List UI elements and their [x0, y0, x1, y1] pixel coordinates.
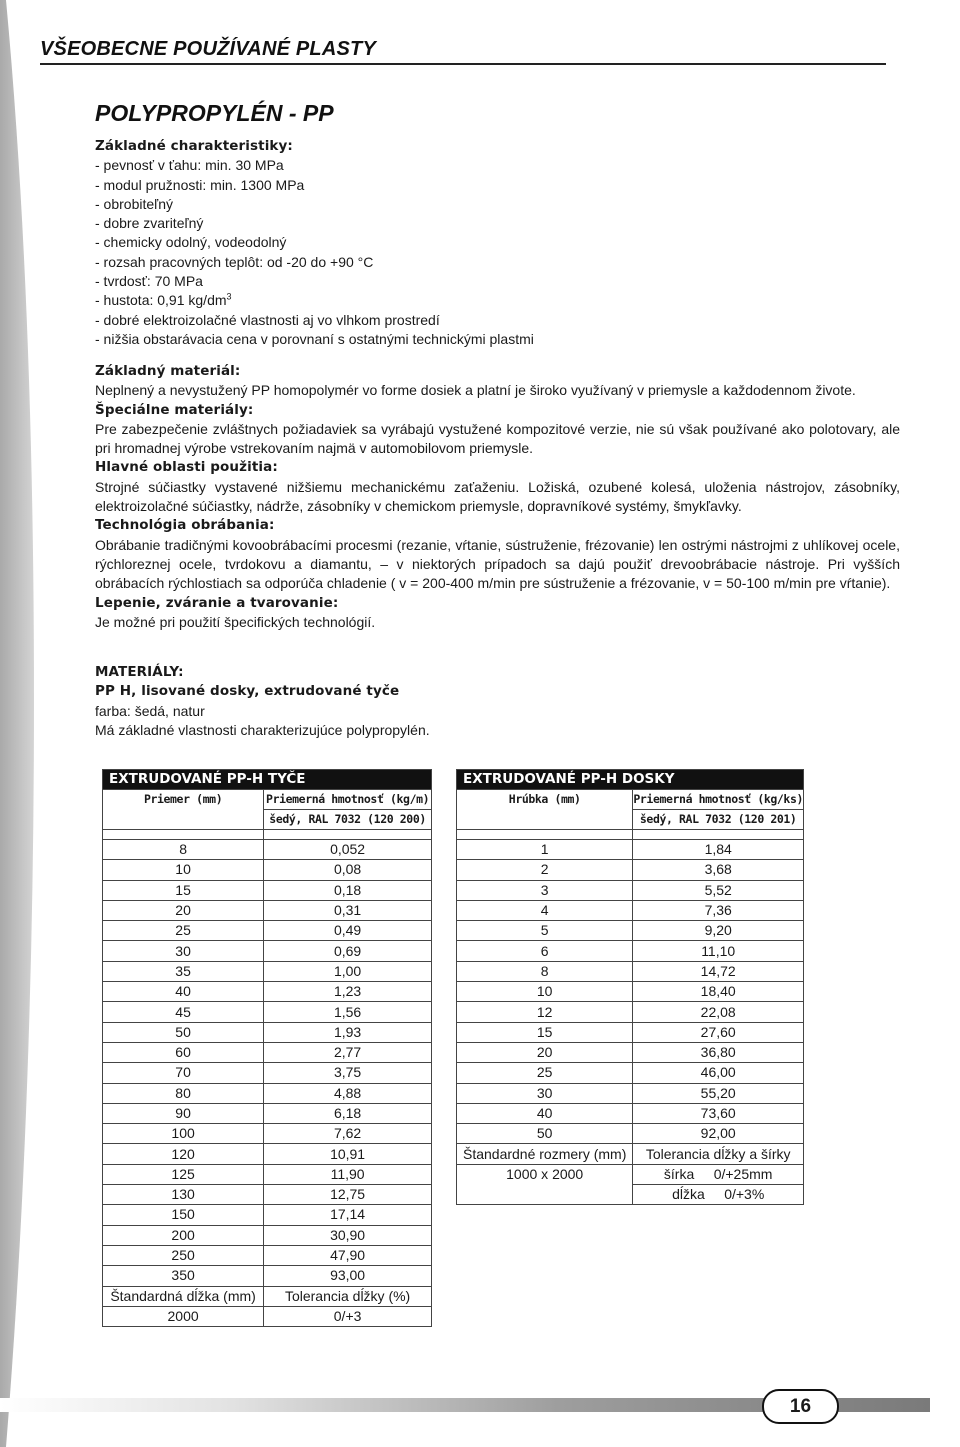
rods-weight-cell: 1,00 — [264, 961, 432, 981]
rods-col-weight-header: Priemerná hmotnosť (kg/m) — [264, 790, 432, 810]
sheets-col-thickness-header: Hrúbka (mm) — [457, 790, 633, 830]
table-gap-cell — [457, 830, 633, 840]
rods-size-cell: 80 — [103, 1083, 264, 1103]
rods-size-cell: 25 — [103, 921, 264, 941]
section-heading-joining: Lepenie, zváranie a tvarovanie: — [95, 594, 339, 611]
rods-size-cell: 40 — [103, 982, 264, 1002]
sheets-row — [457, 941, 804, 961]
sheets-row — [457, 1002, 804, 1022]
characteristic-item: - obrobiteľný — [95, 195, 174, 212]
sheets-tolerance-label: Tolerancia dĺžky a šírky — [633, 1144, 804, 1164]
rods-row — [103, 1185, 432, 1205]
sheets-weight-cell: 27,60 — [633, 1022, 804, 1042]
sheets-size-cell: 40 — [457, 1103, 633, 1123]
rods-col-weight-subheader: šedý, RAL 7032 (120 200) — [264, 810, 432, 830]
section-heading-applications: Hlavné oblasti použitia: — [95, 459, 278, 476]
characteristic-item: - dobre zvariteľný — [95, 215, 204, 232]
rods-row — [103, 1225, 432, 1245]
sheets-tolerance-length: dĺžka 0/+3% — [633, 1185, 804, 1205]
sheets-row — [457, 961, 804, 981]
sheets-size-cell: 8 — [457, 961, 633, 981]
sheets-size-cell: 1 — [457, 840, 633, 860]
sheets-row — [457, 900, 804, 920]
rods-row — [103, 860, 432, 880]
sheets-weight-cell: 73,60 — [633, 1103, 804, 1123]
characteristic-item: - modul pružnosti: min. 1300 MPa — [95, 176, 305, 193]
sheets-weight-cell: 1,84 — [633, 840, 804, 860]
rods-row — [103, 961, 432, 981]
section-text-machining: Obrábanie tradičnými kovoobrábacími procesmi (rezanie, vŕtanie, sústruženie, frézovanie) len ostrými nástrojmi z uhlíkovej ocele, rýchloreznej ocele, tvrdokovu a diamantu, – v niektorých prípadoch sa dajú použiť drevoobrábacie nástroje. Pri vyšších obrábacích rýchlostiach sa odporúča chladenie ( v = 200-400 m/min pre sústruženie a frézovanie, v = 50-100 m/min pre vŕtanie). — [95, 536, 900, 592]
sheets-row — [457, 1083, 804, 1103]
rods-row — [103, 1042, 432, 1062]
sheets-size-cell: 25 — [457, 1063, 633, 1083]
rods-weight-cell: 17,14 — [264, 1205, 432, 1225]
rods-size-cell: 90 — [103, 1103, 264, 1123]
sheets-row — [457, 1103, 804, 1123]
characteristics-heading: Základné charakteristiky: — [95, 138, 293, 154]
sheets-row — [457, 1042, 804, 1062]
characteristic-item: - dobré elektroizolačné vlastnosti aj vo vlhkom prostredí — [95, 311, 440, 328]
rods-weight-cell: 7,62 — [264, 1124, 432, 1144]
rods-tolerance-label: Tolerancia dĺžky (%) — [264, 1286, 432, 1306]
rods-row — [103, 1063, 432, 1083]
sheets-row — [457, 840, 804, 860]
rods-row — [103, 1205, 432, 1225]
sheets-weight-cell: 14,72 — [633, 961, 804, 981]
rods-row — [103, 941, 432, 961]
rods-weight-cell: 6,18 — [264, 1103, 432, 1123]
rods-row — [103, 982, 432, 1002]
characteristic-item: - rozsah pracovných teplôt: od -20 do +90 °C — [95, 253, 374, 270]
sheets-row — [457, 880, 804, 900]
page-number: 16 — [762, 1389, 839, 1424]
sheets-table — [456, 769, 804, 1205]
rods-weight-cell: 0,49 — [264, 921, 432, 941]
materials-block — [95, 663, 900, 740]
sheets-size-cell: 50 — [457, 1124, 633, 1144]
rods-size-cell: 60 — [103, 1042, 264, 1062]
sheets-weight-cell: 5,52 — [633, 880, 804, 900]
sheets-weight-cell: 55,20 — [633, 1083, 804, 1103]
rods-col-diameter-header: Priemer (mm) — [103, 790, 264, 830]
rods-row — [103, 880, 432, 900]
rods-size-cell: 35 — [103, 961, 264, 981]
sheets-size-cell: 5 — [457, 921, 633, 941]
rods-size-cell: 70 — [103, 1063, 264, 1083]
sheets-weight-cell: 11,10 — [633, 941, 804, 961]
table-gap-cell — [264, 830, 432, 840]
description-sections — [95, 362, 900, 632]
header-divider — [40, 63, 886, 65]
sheets-std-size-label: Štandardné rozmery (mm) — [457, 1144, 633, 1164]
sheets-weight-cell: 18,40 — [633, 982, 804, 1002]
section-heading-special-materials: Špeciálne materiály: — [95, 401, 254, 418]
density-text: - hustota: 0,91 kg/dm — [95, 292, 227, 309]
sheets-size-cell: 20 — [457, 1042, 633, 1062]
rods-table — [102, 769, 432, 1327]
sheets-size-cell: 30 — [457, 1083, 633, 1103]
characteristic-item-density — [95, 291, 900, 310]
rods-weight-cell: 11,90 — [264, 1164, 432, 1184]
rods-weight-cell: 47,90 — [264, 1245, 432, 1265]
rods-size-cell: 125 — [103, 1164, 264, 1184]
rods-row — [103, 1083, 432, 1103]
rods-weight-cell: 0,08 — [264, 860, 432, 880]
sheets-weight-cell: 46,00 — [633, 1063, 804, 1083]
sheets-row — [457, 1124, 804, 1144]
rods-row — [103, 900, 432, 920]
sheets-size-cell: 12 — [457, 1002, 633, 1022]
rods-tolerance-value: 0/+3 — [264, 1306, 432, 1326]
rods-table-title: EXTRUDOVANÉ PP-H TYČE — [103, 770, 432, 790]
rods-size-cell: 100 — [103, 1124, 264, 1144]
rods-size-cell: 20 — [103, 900, 264, 920]
rods-weight-cell: 30,90 — [264, 1225, 432, 1245]
rods-size-cell: 130 — [103, 1185, 264, 1205]
section-text-special-materials: Pre zabezpečenie zvláštnych požiadaviek sa vyrábajú vystužené kompozitové verzie, nie sú však používané ako polotovary, ale pri hromadnej výrobe vstrekovaním najmä v automobilovom priemysle. — [95, 420, 900, 457]
rods-row — [103, 1103, 432, 1123]
sheets-row — [457, 860, 804, 880]
sheets-size-cell: 3 — [457, 880, 633, 900]
materials-product: PP H, lisované dosky, extrudované tyče — [95, 683, 400, 700]
rods-weight-cell: 12,75 — [264, 1185, 432, 1205]
characteristic-item: - tvrdosť: 70 MPa — [95, 273, 203, 290]
rods-row — [103, 1164, 432, 1184]
section-text-base-material: Neplnený a nevystužený PP homopolymér vo forme dosiek a platní je široko využívaný v priemysle a každodennom živote. — [95, 382, 856, 399]
characteristic-item: - nižšia obstarávacia cena v porovnaní s ostatnými technickými plastmi — [95, 330, 534, 347]
rods-row — [103, 1002, 432, 1022]
sheets-size-cell: 6 — [457, 941, 633, 961]
sheets-col-weight-subheader: šedý, RAL 7032 (120 201) — [633, 810, 804, 830]
rods-size-cell: 8 — [103, 840, 264, 860]
sheets-weight-cell: 36,80 — [633, 1042, 804, 1062]
sheets-tolerance-width: šírka 0/+25mm — [633, 1164, 804, 1184]
rods-row — [103, 1245, 432, 1265]
page-title: POLYPROPYLÉN - PP — [95, 100, 334, 126]
rods-row — [103, 1266, 432, 1286]
sheets-size-cell: 2 — [457, 860, 633, 880]
rods-size-cell: 45 — [103, 1002, 264, 1022]
sheets-std-size-value: 1000 x 2000 — [457, 1164, 633, 1205]
rods-std-length-value: 2000 — [103, 1306, 264, 1326]
sheets-row — [457, 1022, 804, 1042]
characteristic-item: - chemicky odolný, vodeodolný — [95, 234, 287, 251]
rods-size-cell: 50 — [103, 1022, 264, 1042]
rods-weight-cell: 10,91 — [264, 1144, 432, 1164]
rods-size-cell: 120 — [103, 1144, 264, 1164]
sheets-weight-cell: 22,08 — [633, 1002, 804, 1022]
sheets-size-cell: 10 — [457, 982, 633, 1002]
rods-size-cell: 15 — [103, 880, 264, 900]
rods-row — [103, 1144, 432, 1164]
sheets-row — [457, 921, 804, 941]
sheets-table-title: EXTRUDOVANÉ PP-H DOSKY — [457, 770, 804, 790]
section-heading-base-material: Základný materiál: — [95, 363, 241, 379]
characteristic-item: - pevnosť v ťahu: min. 30 MPa — [95, 157, 284, 174]
rods-size-cell: 30 — [103, 941, 264, 961]
sheets-row — [457, 982, 804, 1002]
rods-size-cell: 200 — [103, 1225, 264, 1245]
sheets-weight-cell: 3,68 — [633, 860, 804, 880]
sheets-table-body — [457, 840, 804, 1144]
rods-size-cell: 10 — [103, 860, 264, 880]
rods-weight-cell: 0,31 — [264, 900, 432, 920]
rods-weight-cell: 1,23 — [264, 982, 432, 1002]
rods-size-cell: 350 — [103, 1266, 264, 1286]
section-text-joining: Je možné pri použití špecifických technológií. — [95, 613, 376, 630]
rods-weight-cell: 0,18 — [264, 880, 432, 900]
rods-std-length-label: Štandardná dĺžka (mm) — [103, 1286, 264, 1306]
rods-row — [103, 1022, 432, 1042]
rods-size-cell: 250 — [103, 1245, 264, 1265]
sheets-weight-cell: 92,00 — [633, 1124, 804, 1144]
sheets-col-weight-header: Priemerná hmotnosť (kg/ks) — [633, 790, 804, 810]
table-gap-cell — [103, 830, 264, 840]
sheets-size-cell: 15 — [457, 1022, 633, 1042]
rods-weight-cell: 0,69 — [264, 941, 432, 961]
rods-row — [103, 840, 432, 860]
section-heading-machining: Technológia obrábania: — [95, 517, 275, 534]
rods-weight-cell: 93,00 — [264, 1266, 432, 1286]
materials-note: Má základné vlastnosti charakterizujúce polypropylén. — [95, 721, 430, 738]
materials-heading: MATERIÁLY: — [95, 664, 184, 680]
rods-weight-cell: 4,88 — [264, 1083, 432, 1103]
rods-weight-cell: 2,77 — [264, 1042, 432, 1062]
sheets-weight-cell: 9,20 — [633, 921, 804, 941]
rods-row — [103, 921, 432, 941]
materials-color: farba: šedá, natur — [95, 702, 205, 719]
sheets-size-cell: 4 — [457, 900, 633, 920]
decorative-side-band — [0, 0, 38, 1447]
rods-weight-cell: 1,56 — [264, 1002, 432, 1022]
characteristics-block — [95, 137, 900, 349]
sheets-weight-cell: 7,36 — [633, 900, 804, 920]
rods-row — [103, 1124, 432, 1144]
rods-weight-cell: 3,75 — [264, 1063, 432, 1083]
table-gap-cell — [633, 830, 804, 840]
density-exponent: 3 — [226, 291, 232, 302]
rods-weight-cell: 1,93 — [264, 1022, 432, 1042]
header-section-title: VŠEOBECNE POUŽÍVANÉ PLASTY — [40, 38, 376, 60]
section-text-applications: Strojné súčiastky vystavené nižšiemu mechanickému zaťaženiu. Ložiská, ozubené kolesá, uloženia nástrojov, zásobníky, elektroizolačné súčiastky, nádrže, zásobníky v chemickom priemysle, dopravníkové systémy, šmykľavky. — [95, 478, 900, 515]
sheets-row — [457, 1063, 804, 1083]
rods-table-body — [103, 840, 432, 1287]
rods-size-cell: 150 — [103, 1205, 264, 1225]
rods-weight-cell: 0,052 — [264, 840, 432, 860]
